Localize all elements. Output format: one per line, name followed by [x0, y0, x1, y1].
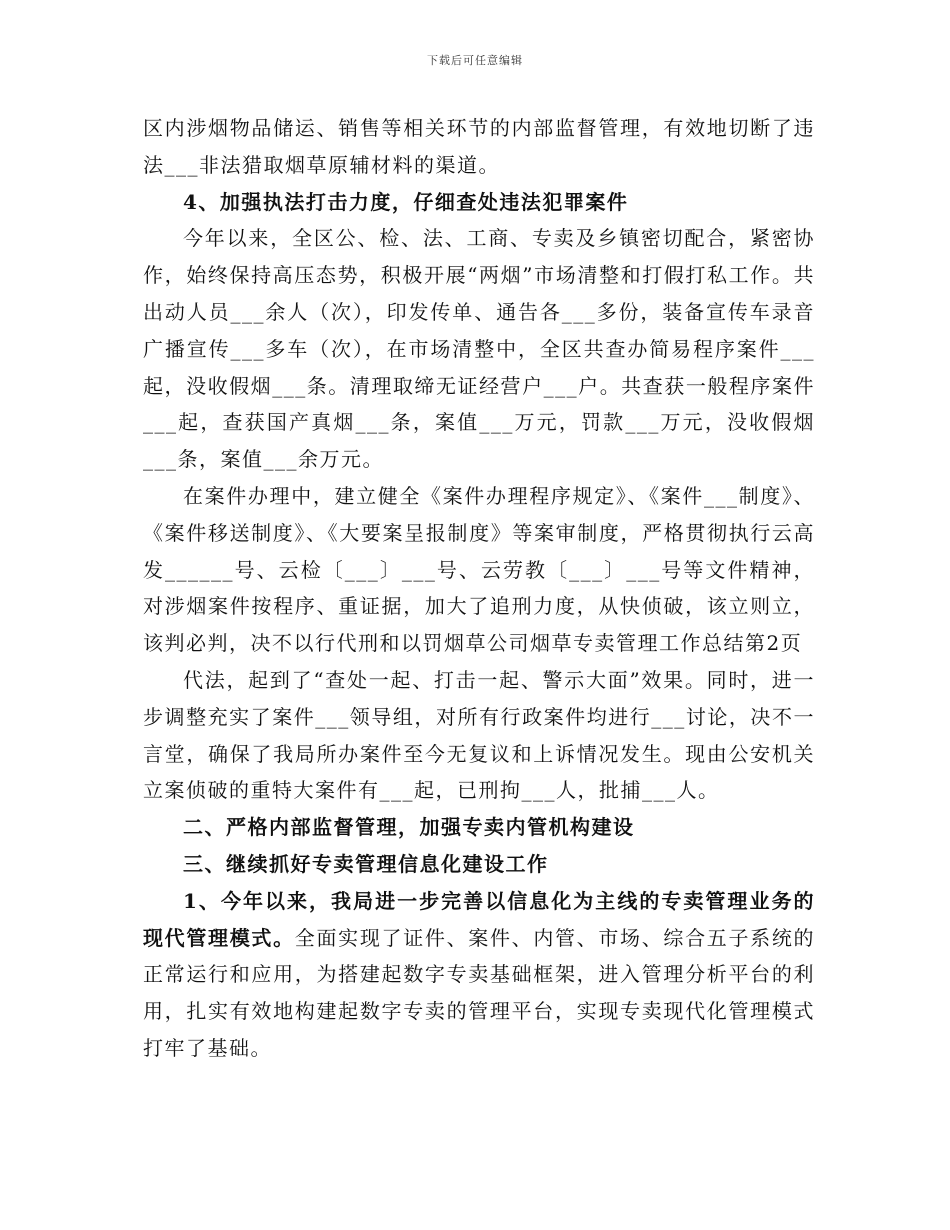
- page-header: 下载后可任意编辑: [427, 54, 523, 67]
- paragraph-lead: 1、今年以来，我局进一步完善以信息化为主线的专卖管理业务的现代管理模式。: [143, 888, 815, 950]
- paragraph-rest: 全面实现了证件、案件、内管、市场、综合五子系统的正常运行和应用，为搭建起数字专卖基础框架，进入管理分析平台的利用，扎实有效地构建起数字专卖的管理平台，实现专卖现代化管理模式打牢了基础。: [143, 925, 816, 1060]
- paragraph-informatization: [143, 883, 815, 1067]
- section-heading-4: 4、加强执法打击力度，仔细查处违法犯罪案件: [183, 189, 629, 214]
- paragraph-effect: 代法，起到了“查处一起、打击一起、警示大面”效果。同时，进一步调整充实了案件___领导组，对所有行政案件均进行___讨论，决不一言堂，确保了我局所办案件至今无复议和上诉情况发生。现由公安机关立案侦破的重特大案件有___起，已刑拘___人，批捕___人。: [143, 667, 815, 803]
- paragraph-case-handling: 在案件办理中，建立健全《案件办理程序规定》、《案件___制度》、《案件移送制度》、《大要案呈报制度》等案审制度，严格贯彻执行云高发______号、云检〔___〕___号、云劳教〔___〕___号等文件精神，对涉烟案件按程序、重证据，加大了追刑力度，从快侦破，该立则立，该判必判，决不以行代刑和以罚烟草公司烟草专卖管理工作总结第2页: [143, 483, 815, 656]
- section-heading-2: 二、严格内部监督管理，加强专卖内管机构建设: [183, 815, 635, 840]
- document-body: [143, 110, 815, 1067]
- section-heading-3: 三、继续抓好专卖管理信息化建设工作: [183, 851, 549, 876]
- paragraph-enforcement: 今年以来，全区公、检、法、工商、专卖及乡镇密切配合，紧密协作，始终保持高压态势，积极开展“两烟”市场清整和打假打私工作。共出动人员___余人（次），印发传单、通告各___多份，装备宣传车录音广播宣传___多车（次），在市场清整中，全区共查办简易程序案件___起，没收假烟___条。清理取缔无证经营户___户。共查获一般程序案件___起，查获国产真烟___条，案值___万元，罚款___万元，没收假烟___条，案值___余万元。: [143, 226, 815, 472]
- paragraph-continuation: 区内涉烟物品储运、销售等相关环节的内部监督管理，有效地切断了违法___非法猎取烟草原辅材料的渠道。: [143, 116, 815, 177]
